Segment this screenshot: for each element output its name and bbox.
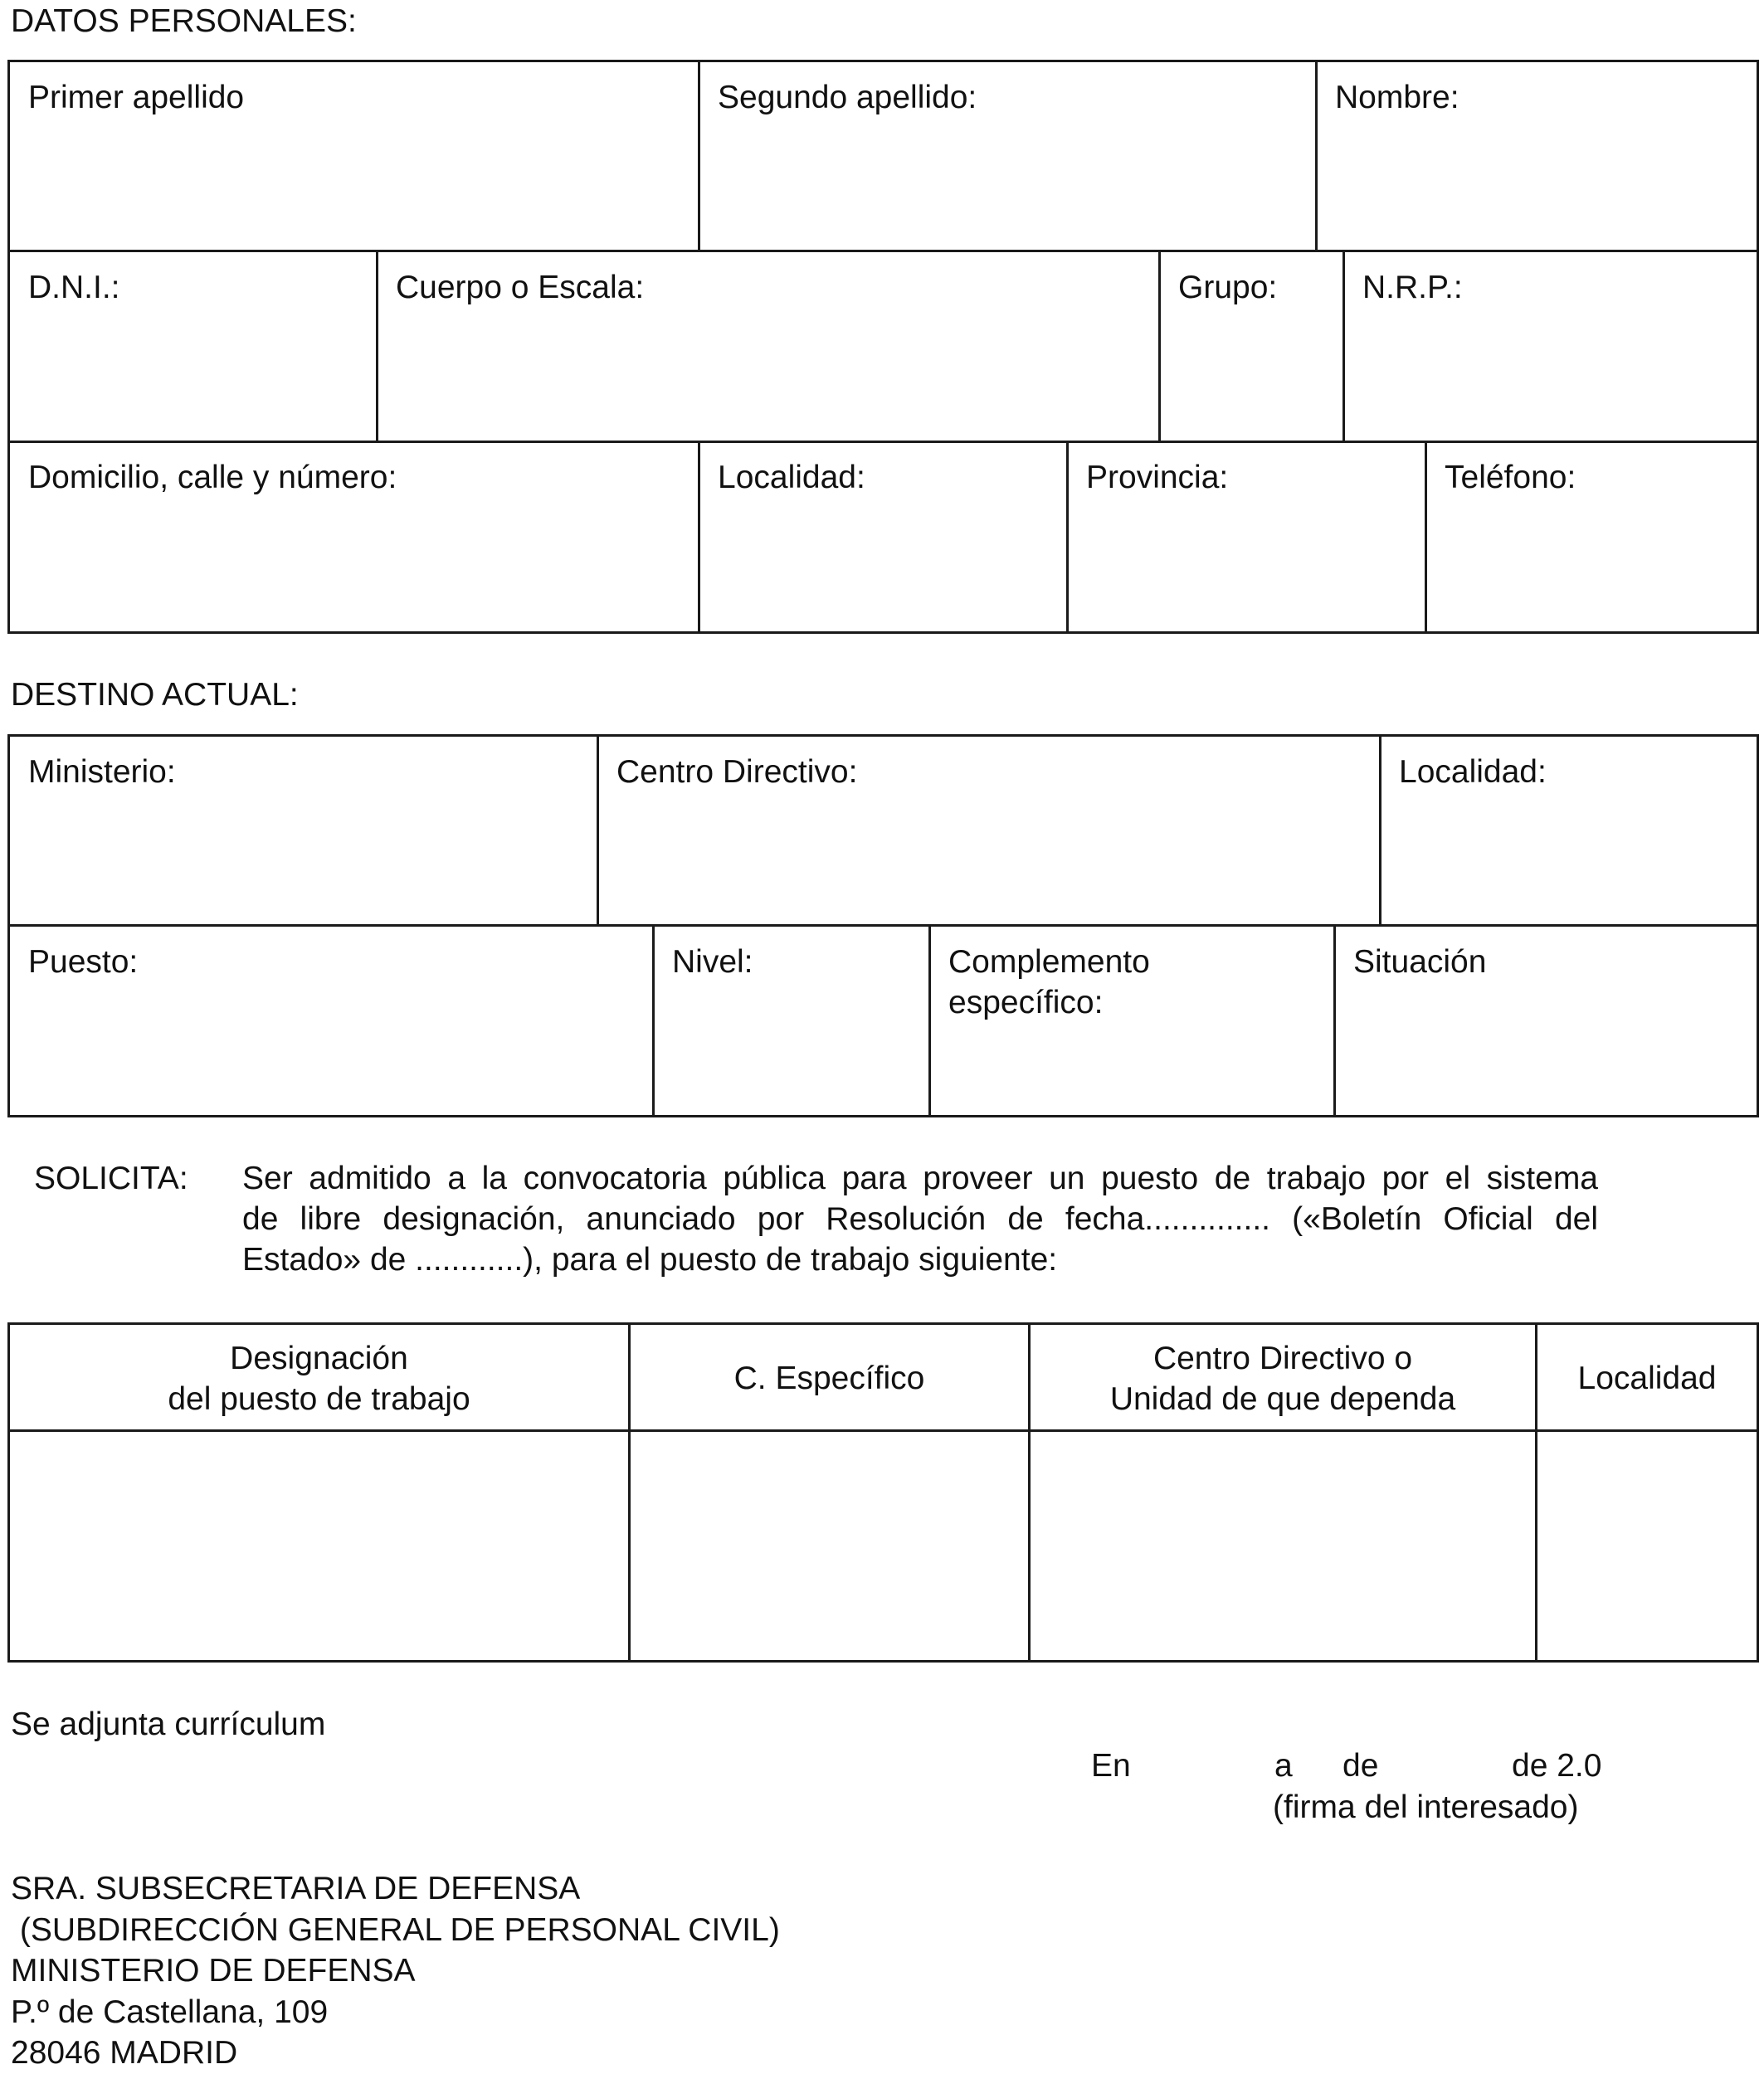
- solicita-text: [242, 1159, 1598, 1280]
- col-divider: [928, 924, 931, 1117]
- provincia-field[interactable]: Provincia:: [1086, 460, 1229, 495]
- col-divider: [652, 924, 655, 1117]
- col-header-localidad: Localidad: [1577, 1361, 1717, 1396]
- primer-apellido-field[interactable]: Primer apellido: [28, 80, 245, 115]
- row-divider: [7, 924, 1759, 927]
- centro-directivo-field[interactable]: Centro Directivo:: [616, 754, 858, 790]
- col-header-designacion: [10, 1339, 628, 1420]
- solicita-line3: Estado» de ............), para el puesto de trabajo siguiente:: [242, 1241, 1058, 1278]
- col-divider: [1342, 250, 1345, 442]
- telefono-field[interactable]: Teléfono:: [1445, 460, 1576, 495]
- col-divider: [1315, 60, 1318, 251]
- col-divider: [1066, 441, 1069, 634]
- grupo-field[interactable]: Grupo:: [1178, 270, 1278, 305]
- centro-directivo-line2: Unidad de que dependa: [1109, 1380, 1456, 1417]
- row-divider: [7, 250, 1759, 252]
- designacion-line1: Designación: [230, 1341, 408, 1376]
- solicita-line2: de libre designación, anunciado por Resolución de fecha.............. («Boletín Oficial del: [242, 1200, 1598, 1237]
- dni-field[interactable]: D.N.I.:: [28, 270, 120, 305]
- designacion-line2: del puesto de trabajo: [168, 1380, 470, 1417]
- col-divider: [376, 250, 378, 442]
- address-line2: (SUBDIRECCIÓN GENERAL DE PERSONAL CIVIL): [11, 1912, 780, 1948]
- solicita-label: SOLICITA:: [34, 1161, 188, 1196]
- complemento-label-line2: específico:: [948, 984, 1104, 1020]
- fecha-de: de: [1342, 1748, 1379, 1784]
- domicilio-field[interactable]: Domicilio, calle y número:: [28, 460, 397, 495]
- address-line5: 28046 MADRID: [11, 2035, 238, 2071]
- address-line4: P.º de Castellana, 109: [11, 1994, 329, 2030]
- designacion-cell[interactable]: [10, 1432, 628, 1660]
- col-divider: [1379, 734, 1381, 926]
- address-line3: MINISTERIO DE DEFENSA: [11, 1953, 416, 1989]
- complemento-especifico-field[interactable]: [948, 942, 1150, 1024]
- cuerpo-escala-field[interactable]: Cuerpo o Escala:: [396, 270, 645, 305]
- segundo-apellido-field[interactable]: Segundo apellido:: [718, 80, 977, 115]
- localidad-cell[interactable]: [1537, 1432, 1757, 1660]
- centro-directivo-line1: Centro Directivo o: [1152, 1341, 1413, 1376]
- col-divider: [597, 734, 599, 926]
- destino-actual-title: DESTINO ACTUAL:: [11, 677, 299, 713]
- localidad-field[interactable]: Localidad:: [718, 460, 865, 495]
- col-divider: [698, 441, 700, 634]
- curriculum-note: Se adjunta currículum: [11, 1706, 326, 1742]
- solicita-line1: Ser admitido a la convocatoria pública para proveer un puesto de trabajo por el sistema: [242, 1161, 1598, 1196]
- col-header-centro-directivo: [1031, 1339, 1535, 1420]
- nrp-field[interactable]: N.R.P.:: [1362, 270, 1463, 305]
- col-divider: [1158, 250, 1161, 442]
- c-especifico-cell[interactable]: [631, 1432, 1028, 1660]
- centro-directivo-cell[interactable]: [1031, 1432, 1535, 1660]
- row-divider: [7, 441, 1759, 443]
- firma-label: (firma del interesado): [1273, 1789, 1579, 1825]
- puesto-field[interactable]: Puesto:: [28, 944, 139, 980]
- fecha-de-year: de 2.0: [1512, 1748, 1602, 1784]
- col-divider: [698, 60, 700, 251]
- datos-personales-table: [7, 60, 1759, 634]
- nombre-field[interactable]: Nombre:: [1335, 80, 1459, 115]
- address-line1: SRA. SUBSECRETARIA DE DEFENSA: [11, 1871, 581, 1906]
- fecha-a: a: [1274, 1748, 1293, 1784]
- destino-localidad-field[interactable]: Localidad:: [1399, 754, 1547, 790]
- datos-personales-title: DATOS PERSONALES:: [11, 3, 357, 39]
- nivel-field[interactable]: Nivel:: [672, 944, 753, 980]
- col-divider: [1333, 924, 1336, 1117]
- situacion-field[interactable]: Situación: [1353, 944, 1487, 980]
- complemento-label-line1: Complemento: [948, 944, 1150, 980]
- ministerio-field[interactable]: Ministerio:: [28, 754, 176, 790]
- col-divider: [1425, 441, 1427, 634]
- fecha-en: En: [1091, 1748, 1131, 1784]
- col-header-c-especifico: C. Específico: [733, 1361, 925, 1396]
